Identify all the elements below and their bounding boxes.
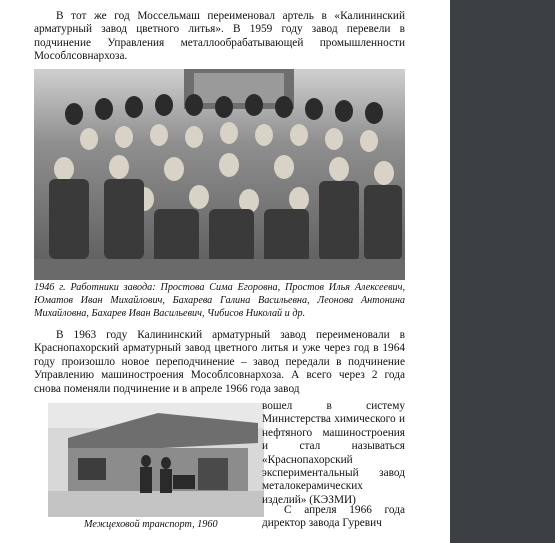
group-photo-1946 [34, 69, 405, 280]
photo-caption-1946: 1946 г. Работники завода: Простова Сима Егоровна, Простов Илья Алексеевич, Юматов Иван Михайлович, Бахарева Галина Васильевна, Леонова Антонина Михайловна, Бахарев Иван Васильевич, Чибисов Николай и др. [34, 282, 405, 319]
paragraph-3: С апреля 1966 года директор завода Гуревич [262, 504, 405, 530]
photo-caption-1960: Межцеховой транспорт, 1960 [84, 519, 218, 530]
viewer-side-panel[interactable] [450, 0, 555, 543]
transport-photo-1960 [48, 403, 264, 517]
paragraph-2: В 1963 году Калининский арматурный завод переименовали в Краснопахорский арматурный завод цветного литья и уже через год в 1964 году произошло новое переподчинение – завод передали в подчинение Управлению машиностроения Мособлсовнархоза. А всего через 2 года снова поменяли подчинение и в апреле 1966 года завод [34, 329, 405, 395]
paragraph-1: В тот же год Моссельмаш переименовал артель в «Калининский арматурный завод цветного литья». В 1959 году завод перевели в подчинение Управления металлообрабатывающей промышленности Мособлсовнархоза. [34, 10, 405, 63]
paragraph-right-column: вошел в систему Министерства химического и нефтяного машиностроения и стал называться «Краснопахорский экспериментальный завод металокерамических изделий» (КЭЗМИ) [262, 400, 405, 506]
